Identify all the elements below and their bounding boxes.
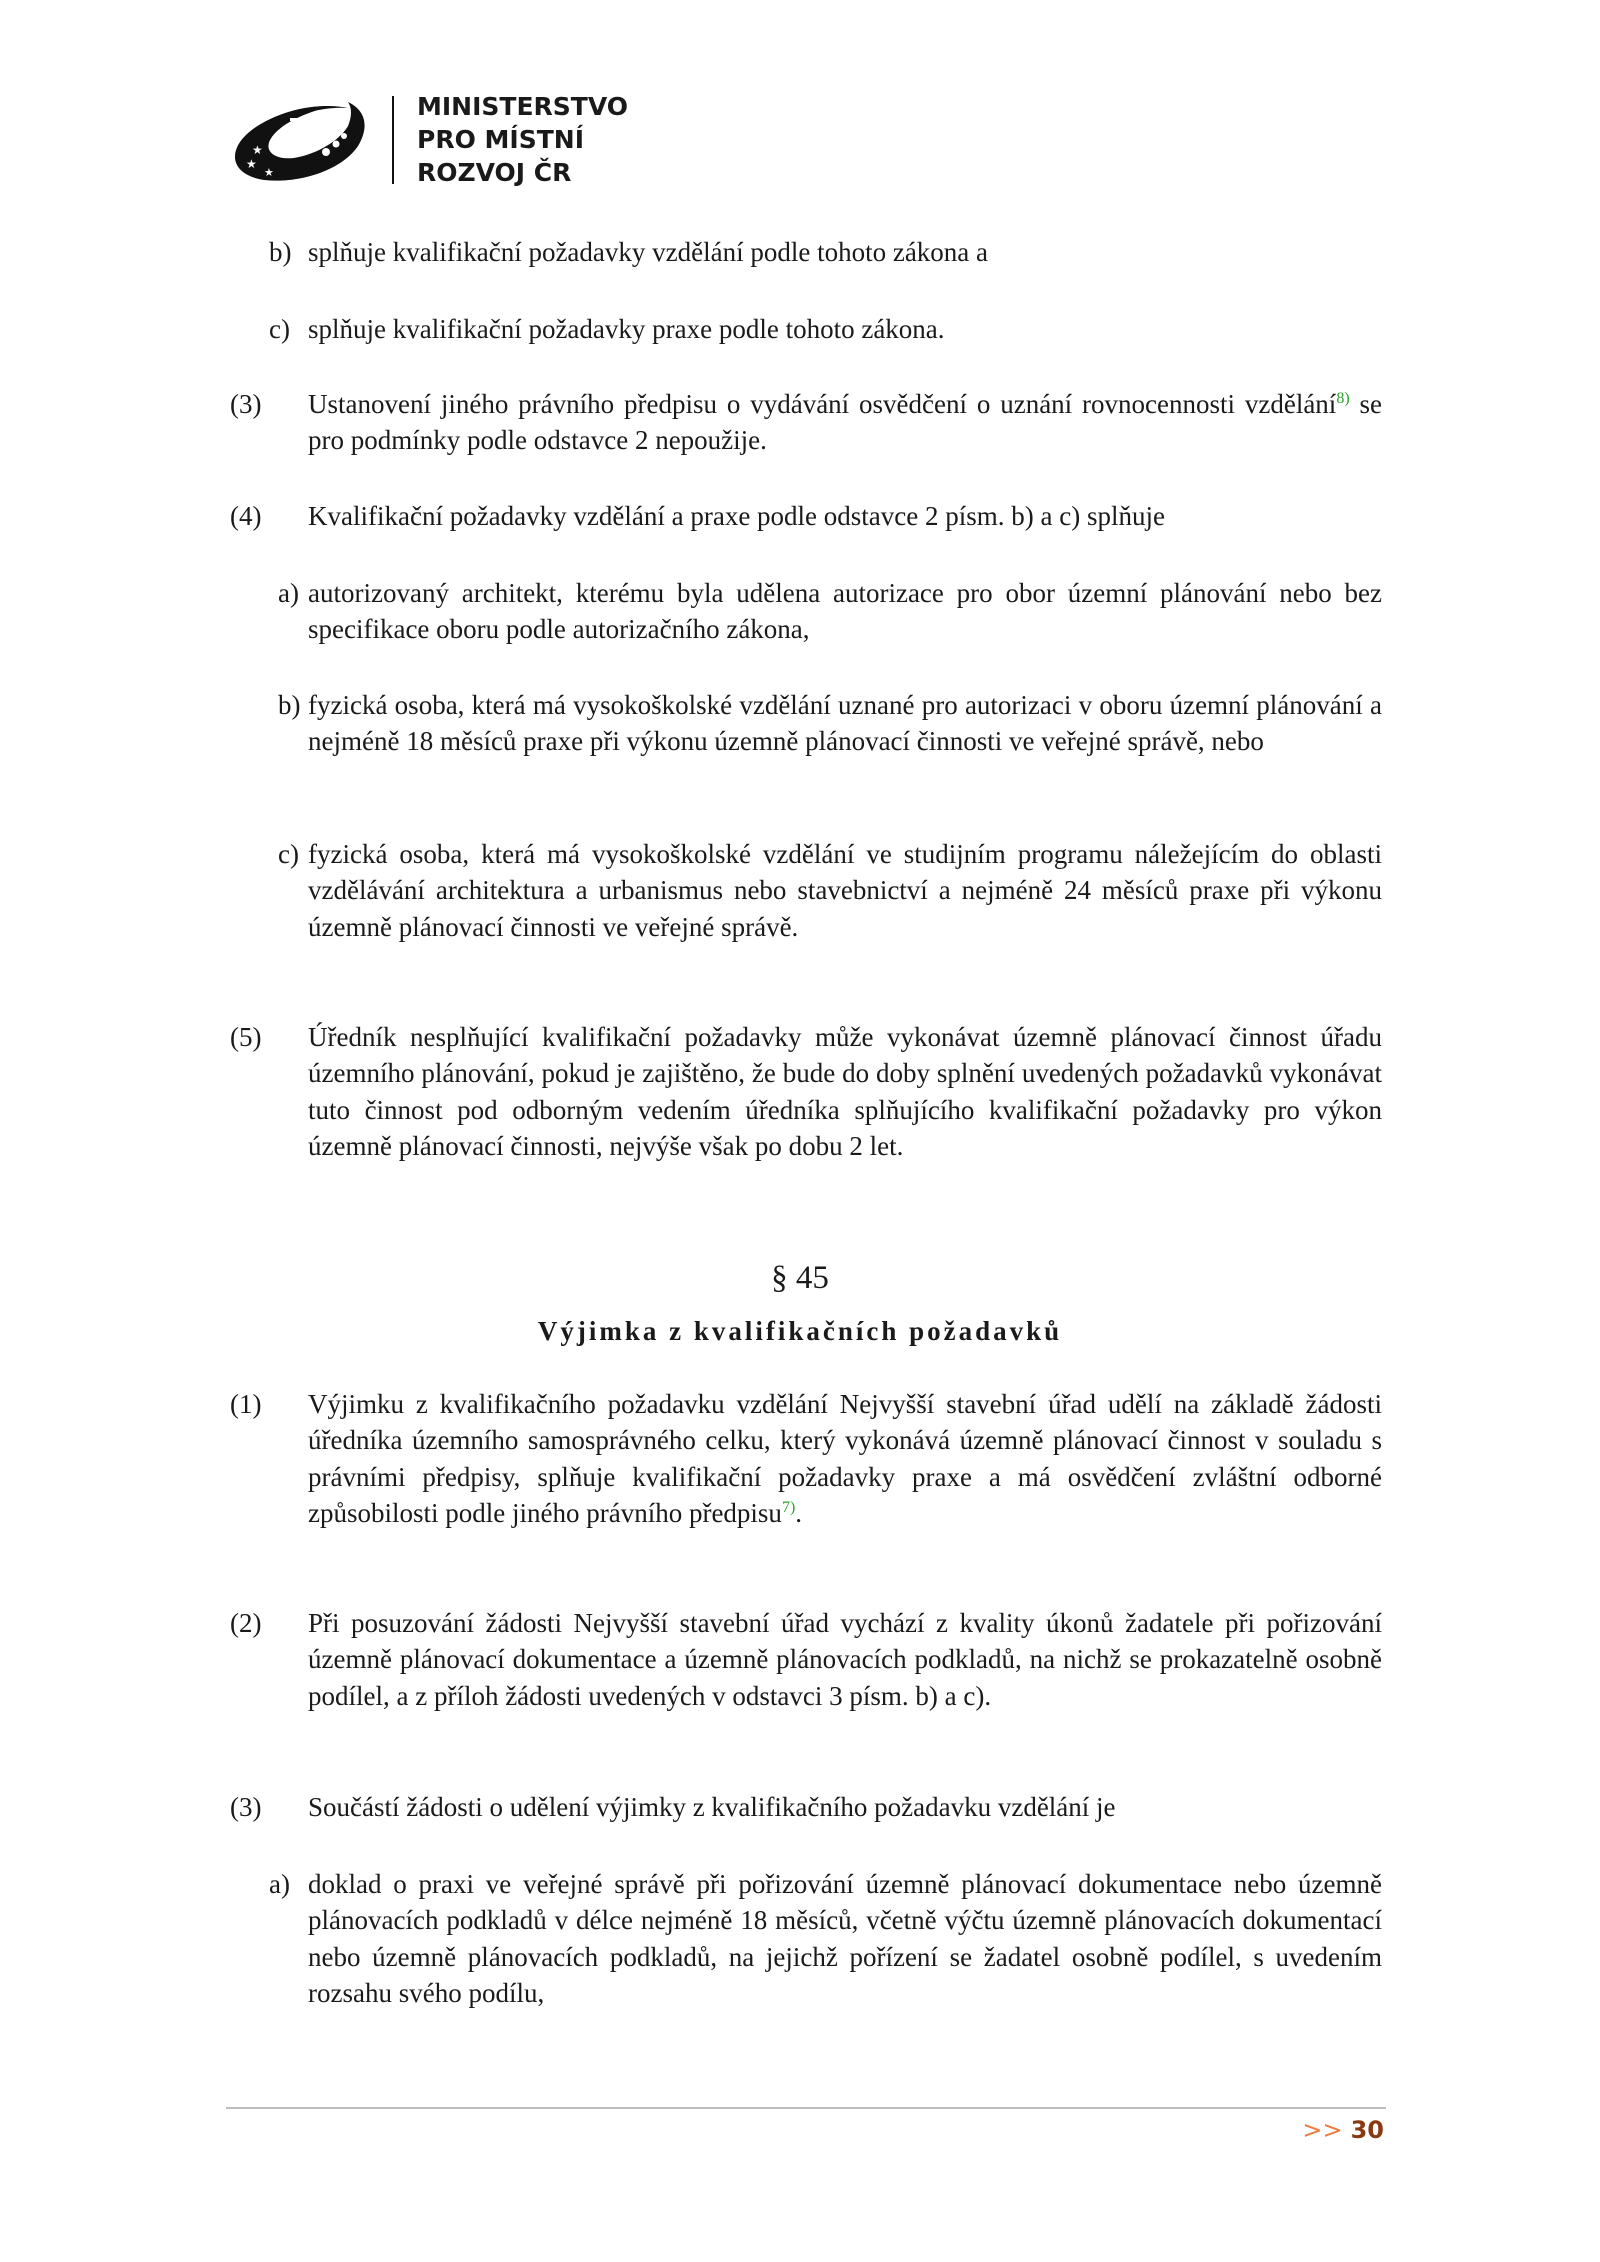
section-number: § 45 bbox=[771, 1260, 829, 1296]
item-label: c) bbox=[269, 314, 290, 344]
arrows-icon: >> bbox=[1302, 2116, 1343, 2144]
item-text: splňuje kvalifikační požadavky praxe podle tohoto zákona. bbox=[308, 314, 945, 344]
footer-divider bbox=[226, 2107, 1386, 2109]
paragraph-label: (1) bbox=[230, 1389, 262, 1419]
item-label: b) bbox=[269, 237, 292, 267]
paragraph-label: (5) bbox=[230, 1022, 262, 1052]
paragraph-text: Součástí žádosti o udělení výjimky z kvalifikačního požadavku vzdělání je bbox=[308, 1792, 1116, 1822]
ministry-name-line: ROZVOJ ČR bbox=[417, 158, 572, 187]
item-text: fyzická osoba, která má vysokoškolské vzdělání ve studijním programu náležejícím do oblasti vzdělávání architektura a urbanismus nebo stavebnictví a nejméně 24 měsíců praxe při výkonu územně plánovací činnosti ve veřejné správě. bbox=[308, 839, 1382, 942]
paragraph-label: (2) bbox=[230, 1608, 262, 1638]
text-part: Ustanovení jiného právního předpisu o vydávání osvědčení o uznání rovnocennosti vzdělání bbox=[308, 389, 1337, 419]
svg-text:★: ★ bbox=[246, 157, 257, 171]
paragraph-text: Úředník nesplňující kvalifikační požadavky může vykonávat územně plánovací činnost úřadu územního plánování, pokud je zajištěno, že bude do doby splnění uvedených požadavků vykonávat tuto činnost pod odborným vedením úředníka splňujícího kvalifikační požadavky pro výkon územně plánovací činnosti, nejvýše však po dobu 2 let. bbox=[308, 1022, 1382, 1162]
paragraph-text bbox=[308, 386, 1382, 459]
item-text: autorizovaný architekt, kterému byla udělena autorizace pro obor územní plánování nebo bez specifikace oboru podle autorizačního zákona, bbox=[308, 578, 1382, 645]
item-label: c) bbox=[278, 839, 299, 869]
item-label: a) bbox=[278, 578, 299, 608]
paragraph-label: (4) bbox=[230, 501, 262, 531]
paragraph-text: Kvalifikační požadavky vzdělání a praxe podle odstavce 2 písm. b) a c) splňuje bbox=[308, 501, 1165, 531]
ministry-name bbox=[417, 90, 628, 189]
item-label: a) bbox=[269, 1869, 290, 1899]
paragraph-label: (3) bbox=[230, 1792, 262, 1822]
text-part: se pro podmínky podle odstavce 2 nepoužije. bbox=[308, 389, 1382, 456]
paragraph-text: Při posuzování žádosti Nejvyšší stavební úřad vychází z kvality úkonů žadatele při pořizování územně plánovací dokumentace a územně plánovacích podkladů, na nichž se prokazatelně osobně podílel, a z příloh žádosti uvedených v odstavci 3 písm. b) a c). bbox=[308, 1608, 1382, 1711]
section-title: Výjimka z kvalifikačních požadavků bbox=[537, 1316, 1063, 1346]
ministry-logo-icon bbox=[230, 96, 375, 186]
paragraph-label: (3) bbox=[230, 389, 262, 419]
ministry-name-line: PRO MÍSTNÍ bbox=[417, 125, 584, 154]
footnote-ref[interactable]: 7) bbox=[781, 1499, 796, 1517]
paragraph-text bbox=[308, 1386, 1382, 1532]
svg-text:★: ★ bbox=[264, 167, 274, 179]
item-text: doklad o praxi ve veřejné správě při pořizování územně plánovací dokumentace nebo územně plánovacích podkladů v délce nejméně 18 měsíců, včetně výčtu územně plánovacích dokumentací nebo územně plánovacích podkladů, na jejichž pořízení se žadatel osobně podílel, s uvedením rozsahu svého podílu, bbox=[308, 1869, 1382, 2009]
item-text: fyzická osoba, která má vysokoškolské vzdělání uznané pro autorizaci v oboru územní plánování a nejméně 18 měsíců praxe při výkonu územně plánovací činnosti ve veřejné správě, nebo bbox=[308, 690, 1382, 757]
page-number-value: 30 bbox=[1350, 2116, 1384, 2144]
svg-text:★: ★ bbox=[252, 143, 263, 157]
page-number bbox=[1302, 2116, 1384, 2144]
footnote-ref[interactable]: 8) bbox=[1336, 390, 1350, 407]
logo-divider bbox=[392, 96, 394, 184]
ministry-name-line: MINISTERSTVO bbox=[417, 92, 629, 121]
item-label: b) bbox=[278, 690, 301, 720]
text-part: Výjimku z kvalifikačního požadavku vzdělání Nejvyšší stavební úřad udělí na základě žádosti úředníka územního samosprávného celku, který vykonává územně plánovací činnost v souladu s právními předpisy, splňuje kvalifikační požadavky praxe a má osvědčení zvláštní odborné způsobilosti podle jiného právního předpisu bbox=[308, 1389, 1382, 1529]
text-part: . bbox=[795, 1498, 803, 1529]
item-text: splňuje kvalifikační požadavky vzdělání podle tohoto zákona a bbox=[308, 237, 989, 267]
